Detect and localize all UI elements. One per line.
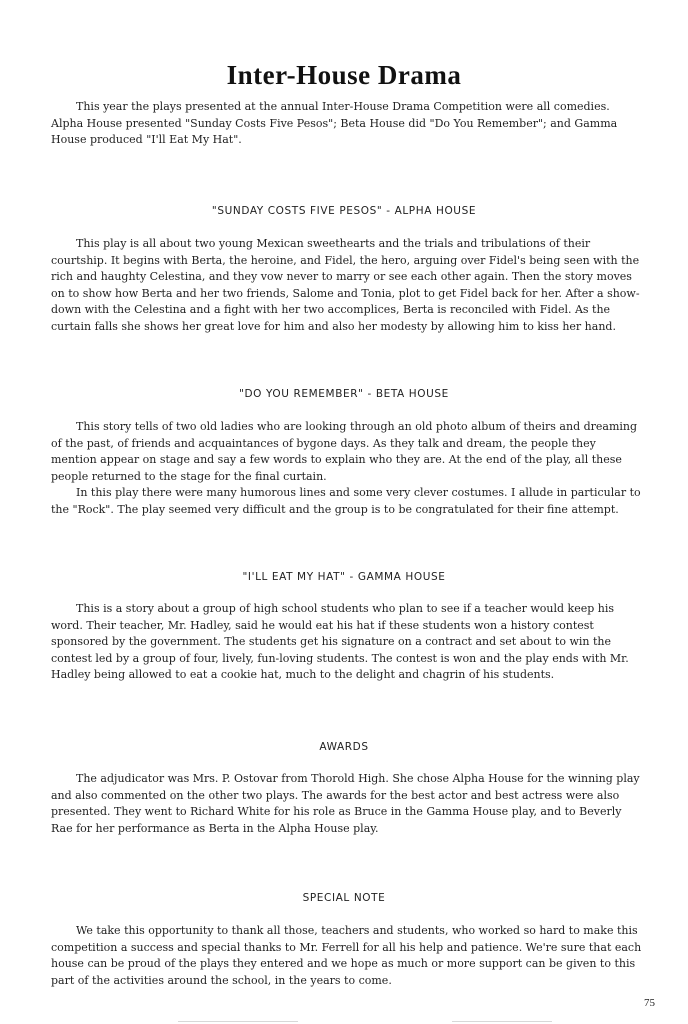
beta-house-paragraph-1: This story tells of two old ladies who are looking through an old photo album of theirs and dreaming of the past, of friends and acquaintances of bygone days. As they talk and dream, the people they mention appear on stage and say a few words to explain who they are. At the end of the play, all these people returned to the stage for the final curtain. — [51, 420, 638, 483]
page-bottom-edge-left — [178, 1021, 298, 1022]
page-title: Inter-House Drama — [226, 60, 462, 91]
alpha-house-paragraph: This play is all about two young Mexican sweethearts and the trials and tribulations of their courtship. It begins with Berta, the heroine, and Fidel, the hero, arguing over Fidel's being seen with the rich and haughty Celestina, and they vow never to marry or see each other again. Then the story moves on to show how Berta and her two friends, Salome and Tonia, plot to get Fidel back for her. After a show-down with the Celestina and a fight with her two accomplices, Berta is reconciled with Fidel. As the curtain falls she shows her great love for him and also her modesty by allowing him to kiss her hand. — [51, 237, 640, 333]
beta-house-paragraph-2: In this play there were many humorous lines and some very clever costumes. I allude in particular to the "Rock". The play seemed very difficult and the group is to be congratulated for their fine attempt. — [51, 486, 641, 516]
intro-paragraph: This year the plays presented at the annual Inter-House Drama Competition were all comedies. Alpha House presented "Sunday Costs Five Pesos"; Beta House did "Do You Remember"; and Gamma House produced "I'll Eat My Hat". — [51, 100, 618, 146]
section-heading-special-note: SPECIAL NOTE — [302, 892, 386, 904]
section-heading-beta-house: "DO YOU REMEMBER" - BETA HOUSE — [239, 388, 449, 400]
section-heading-alpha-house: "SUNDAY COSTS FIVE PESOS" - ALPHA HOUSE — [211, 205, 477, 217]
section-heading-awards: AWARDS — [319, 741, 369, 753]
section-heading-gamma-house: "I'LL EAT MY HAT" - GAMMA HOUSE — [242, 571, 446, 583]
gamma-house-paragraph: This is a story about a group of high school students who plan to see if a teacher would keep his word. Their teacher, Mr. Hadley, said he would eat his hat if these students won a history contest sponsored by the government. The students get his signature on a contract and set about to win the contest led by a group of four, lively, fun-loving students. The contest is won and the play ends with Mr. Hadley being allowed to eat a cookie hat, much to the delight and chagrin of his students. — [51, 602, 629, 681]
page-number: 75 — [644, 997, 655, 1009]
special-note-paragraph: We take this opportunity to thank all those, teachers and students, who worked so hard to make this competition a success and special thanks to Mr. Ferrell for all his help and patience. We're sure that each house can be proud of the plays they entered and we hope as much or more support can be given to this part of the activities around the school, in the years to come. — [51, 924, 642, 987]
awards-paragraph: The adjudicator was Mrs. P. Ostovar from Thorold High. She chose Alpha House for the winning play and also commented on the other two plays. The awards for the best actor and best actress were also presented. They went to Richard White for his role as Bruce in the Gamma House play, and to Beverly Rae for her performance as Berta in the Alpha House play. — [51, 772, 640, 835]
page-bottom-edge-right — [452, 1021, 552, 1022]
